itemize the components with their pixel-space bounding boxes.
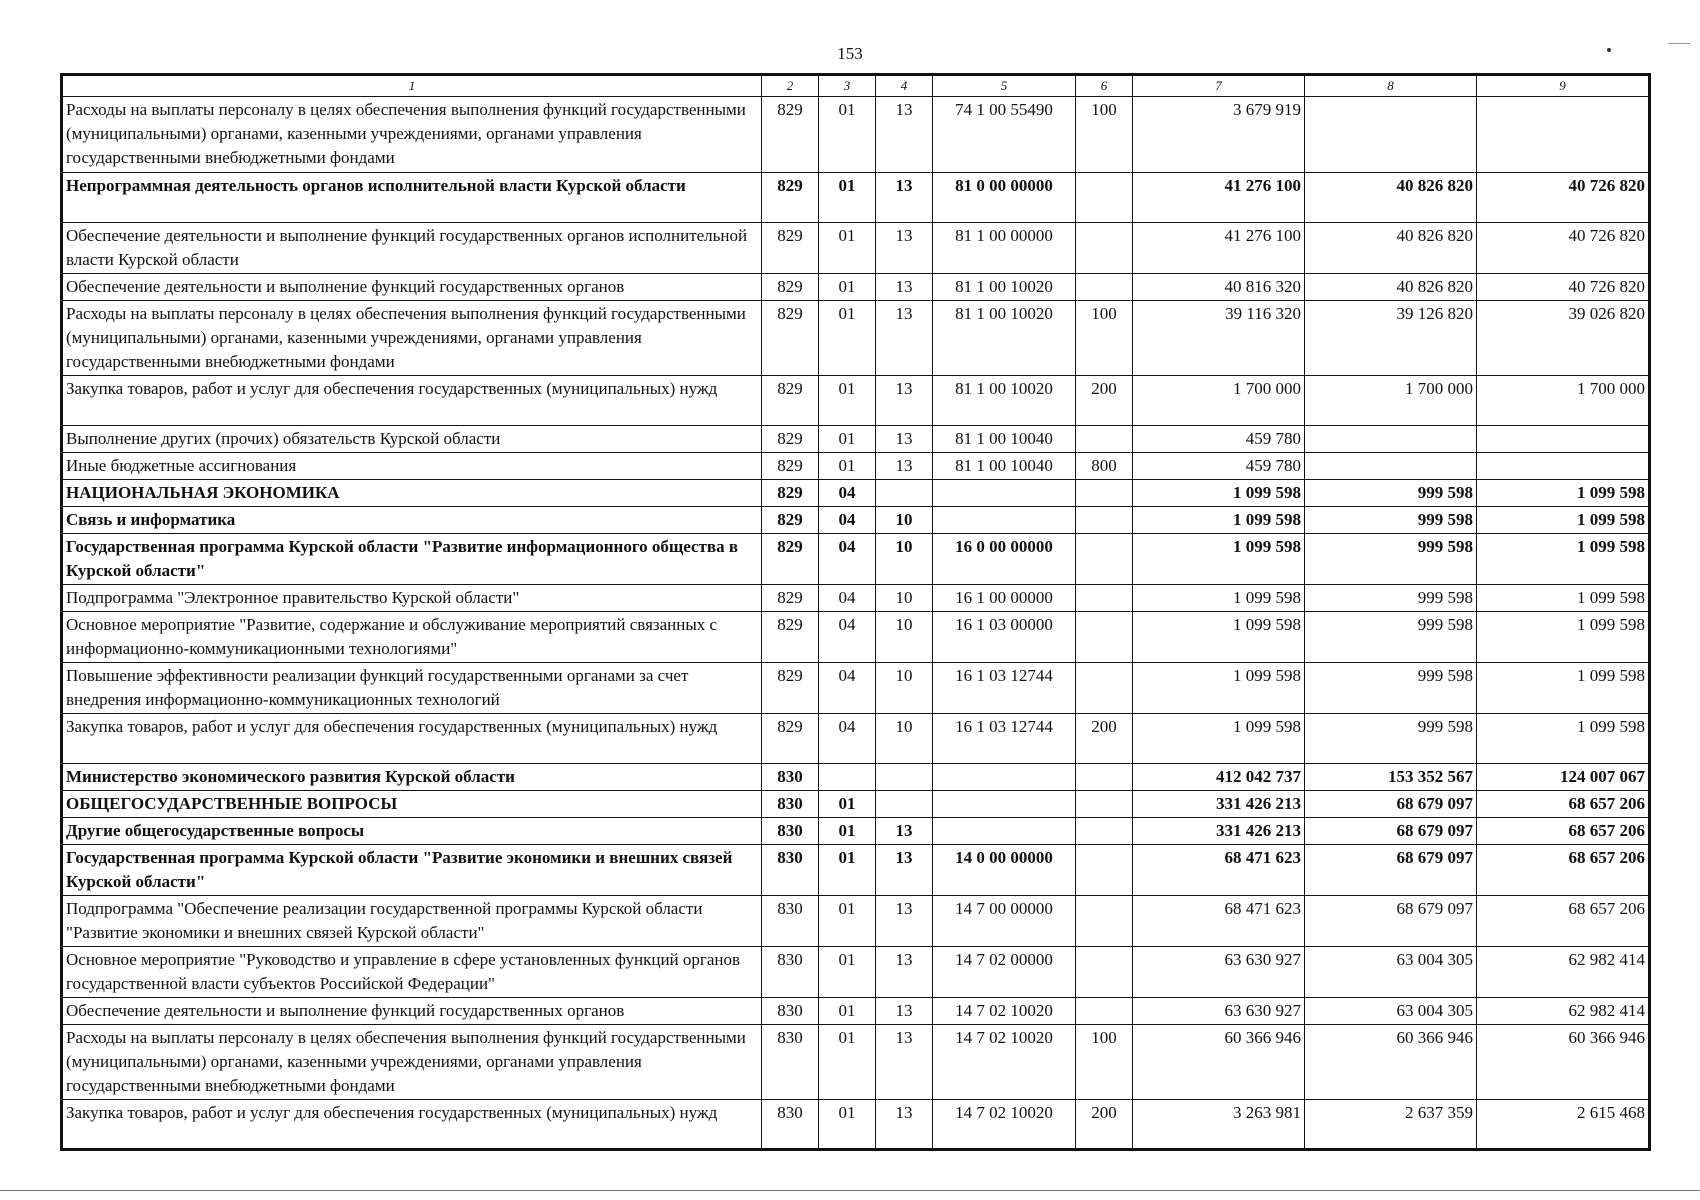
cell-amount-8: 68 679 097 <box>1305 791 1477 818</box>
cell-section: 01 <box>819 1025 876 1100</box>
cell-amount-9: 40 726 820 <box>1477 223 1650 274</box>
cell-expense-type <box>1076 507 1133 534</box>
cell-expense-type <box>1076 845 1133 896</box>
cell-expense-type: 200 <box>1076 714 1133 764</box>
cell-amount-8: 40 826 820 <box>1305 173 1477 223</box>
cell-admin-code: 830 <box>762 998 819 1025</box>
cell-expense-type: 100 <box>1076 1025 1133 1100</box>
cell-expense-type <box>1076 791 1133 818</box>
cell-section: 01 <box>819 896 876 947</box>
cell-target-article <box>933 764 1076 791</box>
cell-amount-9: 62 982 414 <box>1477 947 1650 998</box>
table-row <box>62 714 1650 764</box>
row-name: Расходы на выплаты персоналу в целях обеспечения выполнения функций государственными (муниципальными) органами, казенными учреждениями, органами управления государственными внебюджетными фондами <box>62 97 762 173</box>
col-header-3: 3 <box>819 75 876 97</box>
table-row <box>62 453 1650 480</box>
cell-amount-8: 40 826 820 <box>1305 223 1477 274</box>
cell-amount-8: 999 598 <box>1305 480 1477 507</box>
cell-admin-code: 829 <box>762 173 819 223</box>
cell-subsection: 13 <box>876 274 933 301</box>
cell-section: 01 <box>819 376 876 426</box>
cell-amount-9: 1 099 598 <box>1477 612 1650 663</box>
cell-admin-code: 829 <box>762 612 819 663</box>
cell-subsection: 13 <box>876 998 933 1025</box>
cell-target-article: 14 7 02 10020 <box>933 1100 1076 1150</box>
cell-subsection: 13 <box>876 896 933 947</box>
cell-amount-8: 2 637 359 <box>1305 1100 1477 1150</box>
row-name: Государственная программа Курской области "Развитие экономики и внешних связей Курской области" <box>62 845 762 896</box>
cell-amount-9: 124 007 067 <box>1477 764 1650 791</box>
table-row <box>62 97 1650 173</box>
cell-admin-code: 829 <box>762 480 819 507</box>
cell-admin-code: 830 <box>762 947 819 998</box>
cell-amount-9 <box>1477 97 1650 173</box>
cell-target-article: 81 1 00 10020 <box>933 301 1076 376</box>
row-name: Иные бюджетные ассигнования <box>62 453 762 480</box>
cell-amount-7: 41 276 100 <box>1133 223 1305 274</box>
table-row <box>62 764 1650 791</box>
cell-subsection: 10 <box>876 534 933 585</box>
cell-amount-9: 1 099 598 <box>1477 663 1650 714</box>
table-row <box>62 896 1650 947</box>
cell-amount-7: 331 426 213 <box>1133 818 1305 845</box>
cell-target-article: 16 1 00 00000 <box>933 585 1076 612</box>
cell-amount-9: 1 099 598 <box>1477 585 1650 612</box>
cell-amount-9: 1 099 598 <box>1477 480 1650 507</box>
cell-admin-code: 829 <box>762 453 819 480</box>
cell-section: 01 <box>819 818 876 845</box>
cell-admin-code: 829 <box>762 507 819 534</box>
cell-section: 01 <box>819 274 876 301</box>
cell-target-article: 81 1 00 00000 <box>933 223 1076 274</box>
cell-amount-8: 60 366 946 <box>1305 1025 1477 1100</box>
cell-expense-type <box>1076 947 1133 998</box>
cell-target-article <box>933 480 1076 507</box>
cell-amount-9 <box>1477 426 1650 453</box>
row-name: Связь и информатика <box>62 507 762 534</box>
table-row <box>62 223 1650 274</box>
cell-target-article: 14 7 02 00000 <box>933 947 1076 998</box>
cell-subsection: 13 <box>876 301 933 376</box>
table-row <box>62 947 1650 998</box>
cell-amount-8 <box>1305 426 1477 453</box>
cell-amount-8: 63 004 305 <box>1305 947 1477 998</box>
cell-section: 01 <box>819 173 876 223</box>
row-name: Закупка товаров, работ и услуг для обеспечения государственных (муниципальных) нужд <box>62 1100 762 1150</box>
cell-subsection: 10 <box>876 585 933 612</box>
cell-section: 01 <box>819 301 876 376</box>
cell-target-article: 81 0 00 00000 <box>933 173 1076 223</box>
cell-amount-9: 68 657 206 <box>1477 896 1650 947</box>
cell-expense-type <box>1076 426 1133 453</box>
cell-expense-type <box>1076 612 1133 663</box>
col-header-4: 4 <box>876 75 933 97</box>
header-row <box>62 75 1650 97</box>
row-name: Подпрограмма "Электронное правительство Курской области" <box>62 585 762 612</box>
cell-amount-7: 3 679 919 <box>1133 97 1305 173</box>
cell-amount-7: 1 099 598 <box>1133 585 1305 612</box>
page-number: 153 <box>837 44 863 63</box>
cell-subsection: 13 <box>876 453 933 480</box>
row-name: Основное мероприятие "Руководство и управление в сфере установленных функций органов государственной власти субъектов Российской Федерации" <box>62 947 762 998</box>
cell-amount-7: 1 099 598 <box>1133 507 1305 534</box>
cell-target-article: 14 7 00 00000 <box>933 896 1076 947</box>
cell-expense-type: 800 <box>1076 453 1133 480</box>
cell-target-article: 14 0 00 00000 <box>933 845 1076 896</box>
row-name: Повышение эффективности реализации функций государственными органами за счет внедрения информационно-коммуникационных технологий <box>62 663 762 714</box>
table-row <box>62 1025 1650 1100</box>
cell-amount-9: 2 615 468 <box>1477 1100 1650 1150</box>
cell-target-article <box>933 818 1076 845</box>
cell-expense-type: 200 <box>1076 1100 1133 1150</box>
cell-admin-code: 830 <box>762 791 819 818</box>
cell-amount-9 <box>1477 453 1650 480</box>
cell-amount-7: 412 042 737 <box>1133 764 1305 791</box>
cell-target-article <box>933 791 1076 818</box>
col-header-5: 5 <box>933 75 1076 97</box>
cell-admin-code: 829 <box>762 376 819 426</box>
cell-section: 04 <box>819 612 876 663</box>
cell-subsection: 13 <box>876 947 933 998</box>
cell-section: 01 <box>819 947 876 998</box>
cell-amount-7: 41 276 100 <box>1133 173 1305 223</box>
cell-target-article: 16 1 03 12744 <box>933 663 1076 714</box>
cell-admin-code: 830 <box>762 1025 819 1100</box>
cell-subsection: 13 <box>876 845 933 896</box>
cell-expense-type <box>1076 585 1133 612</box>
cell-amount-7: 1 099 598 <box>1133 612 1305 663</box>
scan-speck <box>1607 48 1611 52</box>
col-header-9: 9 <box>1477 75 1650 97</box>
cell-expense-type: 200 <box>1076 376 1133 426</box>
cell-subsection: 13 <box>876 376 933 426</box>
cell-subsection: 13 <box>876 1025 933 1100</box>
cell-subsection: 10 <box>876 663 933 714</box>
cell-target-article: 16 0 00 00000 <box>933 534 1076 585</box>
cell-expense-type: 100 <box>1076 301 1133 376</box>
row-name: ОБЩЕГОСУДАРСТВЕННЫЕ ВОПРОСЫ <box>62 791 762 818</box>
cell-section: 04 <box>819 714 876 764</box>
cell-amount-9: 62 982 414 <box>1477 998 1650 1025</box>
cell-amount-8: 68 679 097 <box>1305 896 1477 947</box>
cell-amount-9: 68 657 206 <box>1477 791 1650 818</box>
cell-section: 01 <box>819 791 876 818</box>
cell-amount-7: 3 263 981 <box>1133 1100 1305 1150</box>
scan-mark <box>1668 43 1690 44</box>
cell-admin-code: 829 <box>762 223 819 274</box>
row-name: НАЦИОНАЛЬНАЯ ЭКОНОМИКА <box>62 480 762 507</box>
cell-amount-8: 999 598 <box>1305 663 1477 714</box>
cell-amount-8: 40 826 820 <box>1305 274 1477 301</box>
cell-amount-7: 459 780 <box>1133 453 1305 480</box>
cell-expense-type <box>1076 896 1133 947</box>
cell-expense-type <box>1076 534 1133 585</box>
cell-amount-9: 68 657 206 <box>1477 818 1650 845</box>
cell-expense-type <box>1076 663 1133 714</box>
table-row <box>62 480 1650 507</box>
cell-amount-8: 1 700 000 <box>1305 376 1477 426</box>
cell-target-article: 14 7 02 10020 <box>933 1025 1076 1100</box>
cell-amount-7: 39 116 320 <box>1133 301 1305 376</box>
cell-amount-9: 1 099 598 <box>1477 534 1650 585</box>
cell-amount-9: 68 657 206 <box>1477 845 1650 896</box>
cell-section: 01 <box>819 998 876 1025</box>
cell-subsection: 13 <box>876 223 933 274</box>
cell-expense-type <box>1076 173 1133 223</box>
cell-section <box>819 764 876 791</box>
cell-expense-type <box>1076 223 1133 274</box>
cell-target-article: 14 7 02 10020 <box>933 998 1076 1025</box>
cell-admin-code: 829 <box>762 714 819 764</box>
cell-subsection: 10 <box>876 714 933 764</box>
cell-subsection <box>876 791 933 818</box>
table-row <box>62 534 1650 585</box>
table-row <box>62 1100 1650 1150</box>
cell-expense-type <box>1076 274 1133 301</box>
cell-amount-9: 1 099 598 <box>1477 714 1650 764</box>
col-header-1: 1 <box>62 75 762 97</box>
cell-amount-9: 40 726 820 <box>1477 274 1650 301</box>
cell-amount-8: 39 126 820 <box>1305 301 1477 376</box>
cell-expense-type <box>1076 818 1133 845</box>
table-row <box>62 173 1650 223</box>
cell-admin-code: 829 <box>762 97 819 173</box>
cell-amount-8 <box>1305 453 1477 480</box>
cell-expense-type: 100 <box>1076 97 1133 173</box>
cell-amount-7: 68 471 623 <box>1133 845 1305 896</box>
cell-target-article <box>933 507 1076 534</box>
cell-section: 04 <box>819 663 876 714</box>
cell-subsection: 10 <box>876 507 933 534</box>
cell-admin-code: 829 <box>762 274 819 301</box>
cell-amount-7: 40 816 320 <box>1133 274 1305 301</box>
table-row <box>62 818 1650 845</box>
cell-target-article: 74 1 00 55490 <box>933 97 1076 173</box>
cell-section: 01 <box>819 426 876 453</box>
row-name: Обеспечение деятельности и выполнение функций государственных органов исполнительной власти Курской области <box>62 223 762 274</box>
cell-subsection: 13 <box>876 818 933 845</box>
cell-amount-8: 999 598 <box>1305 534 1477 585</box>
col-header-8: 8 <box>1305 75 1477 97</box>
cell-admin-code: 830 <box>762 818 819 845</box>
col-header-2: 2 <box>762 75 819 97</box>
cell-admin-code: 830 <box>762 896 819 947</box>
row-name: Выполнение других (прочих) обязательств Курской области <box>62 426 762 453</box>
cell-expense-type <box>1076 764 1133 791</box>
row-name: Закупка товаров, работ и услуг для обеспечения государственных (муниципальных) нужд <box>62 714 762 764</box>
cell-amount-9: 40 726 820 <box>1477 173 1650 223</box>
cell-subsection: 13 <box>876 426 933 453</box>
cell-amount-9: 1 700 000 <box>1477 376 1650 426</box>
table-row <box>62 998 1650 1025</box>
cell-target-article: 16 1 03 12744 <box>933 714 1076 764</box>
cell-target-article: 16 1 03 00000 <box>933 612 1076 663</box>
cell-amount-8: 63 004 305 <box>1305 998 1477 1025</box>
cell-subsection <box>876 764 933 791</box>
table-row <box>62 791 1650 818</box>
row-name: Основное мероприятие "Развитие, содержание и обслуживание мероприятий связанных с информационно-коммуникационными технологиями" <box>62 612 762 663</box>
cell-admin-code: 830 <box>762 845 819 896</box>
cell-section: 04 <box>819 507 876 534</box>
budget-table <box>60 73 1651 1151</box>
row-name: Министерство экономического развития Курской области <box>62 764 762 791</box>
row-name: Расходы на выплаты персоналу в целях обеспечения выполнения функций государственными (муниципальными) органами, казенными учреждениями, органами управления государственными внебюджетными фондами <box>62 1025 762 1100</box>
cell-amount-7: 1 099 598 <box>1133 714 1305 764</box>
table-row <box>62 507 1650 534</box>
cell-admin-code: 829 <box>762 426 819 453</box>
cell-subsection <box>876 480 933 507</box>
cell-amount-7: 60 366 946 <box>1133 1025 1305 1100</box>
table-row <box>62 426 1650 453</box>
cell-section: 04 <box>819 585 876 612</box>
cell-admin-code: 829 <box>762 534 819 585</box>
cell-target-article: 81 1 00 10040 <box>933 426 1076 453</box>
cell-amount-8: 68 679 097 <box>1305 818 1477 845</box>
cell-admin-code: 830 <box>762 764 819 791</box>
col-header-7: 7 <box>1133 75 1305 97</box>
cell-section: 01 <box>819 223 876 274</box>
cell-amount-8: 68 679 097 <box>1305 845 1477 896</box>
cell-target-article: 81 1 00 10020 <box>933 376 1076 426</box>
cell-amount-8: 999 598 <box>1305 714 1477 764</box>
row-name: Обеспечение деятельности и выполнение функций государственных органов <box>62 998 762 1025</box>
table-row <box>62 585 1650 612</box>
table-row <box>62 376 1650 426</box>
table-row <box>62 612 1650 663</box>
cell-amount-7: 1 099 598 <box>1133 480 1305 507</box>
cell-expense-type <box>1076 998 1133 1025</box>
cell-subsection: 13 <box>876 97 933 173</box>
cell-amount-7: 63 630 927 <box>1133 947 1305 998</box>
cell-amount-7: 63 630 927 <box>1133 998 1305 1025</box>
cell-section: 01 <box>819 1100 876 1150</box>
cell-amount-8: 999 598 <box>1305 585 1477 612</box>
row-name: Подпрограмма "Обеспечение реализации государственной программы Курской области "Развитие экономики и внешних связей Курской области" <box>62 896 762 947</box>
cell-expense-type <box>1076 480 1133 507</box>
cell-amount-9: 1 099 598 <box>1477 507 1650 534</box>
cell-amount-8: 999 598 <box>1305 612 1477 663</box>
cell-amount-7: 1 099 598 <box>1133 534 1305 585</box>
cell-section: 01 <box>819 97 876 173</box>
col-header-6: 6 <box>1076 75 1133 97</box>
cell-admin-code: 829 <box>762 301 819 376</box>
cell-admin-code: 829 <box>762 663 819 714</box>
cell-subsection: 13 <box>876 173 933 223</box>
cell-section: 04 <box>819 480 876 507</box>
cell-target-article: 81 1 00 10040 <box>933 453 1076 480</box>
cell-amount-7: 68 471 623 <box>1133 896 1305 947</box>
table-row <box>62 845 1650 896</box>
cell-target-article: 81 1 00 10020 <box>933 274 1076 301</box>
cell-amount-9: 60 366 946 <box>1477 1025 1650 1100</box>
table-row <box>62 663 1650 714</box>
cell-section: 04 <box>819 534 876 585</box>
cell-amount-8: 999 598 <box>1305 507 1477 534</box>
cell-amount-8 <box>1305 97 1477 173</box>
cell-admin-code: 830 <box>762 1100 819 1150</box>
cell-amount-7: 459 780 <box>1133 426 1305 453</box>
cell-subsection: 13 <box>876 1100 933 1150</box>
cell-amount-7: 1 700 000 <box>1133 376 1305 426</box>
cell-section: 01 <box>819 845 876 896</box>
cell-amount-8: 153 352 567 <box>1305 764 1477 791</box>
row-name: Другие общегосударственные вопросы <box>62 818 762 845</box>
row-name: Закупка товаров, работ и услуг для обеспечения государственных (муниципальных) нужд <box>62 376 762 426</box>
row-name: Государственная программа Курской области "Развитие информационного общества в Курской области" <box>62 534 762 585</box>
table-row <box>62 274 1650 301</box>
cell-amount-9: 39 026 820 <box>1477 301 1650 376</box>
row-name: Расходы на выплаты персоналу в целях обеспечения выполнения функций государственными (муниципальными) органами, казенными учреждениями, органами управления государственными внебюджетными фондами <box>62 301 762 376</box>
cell-admin-code: 829 <box>762 585 819 612</box>
cell-section: 01 <box>819 453 876 480</box>
row-name: Обеспечение деятельности и выполнение функций государственных органов <box>62 274 762 301</box>
table-row <box>62 301 1650 376</box>
scan-mark <box>0 1190 1700 1191</box>
row-name: Непрограммная деятельность органов исполнительной власти Курской области <box>62 173 762 223</box>
cell-amount-7: 1 099 598 <box>1133 663 1305 714</box>
cell-subsection: 10 <box>876 612 933 663</box>
cell-amount-7: 331 426 213 <box>1133 791 1305 818</box>
